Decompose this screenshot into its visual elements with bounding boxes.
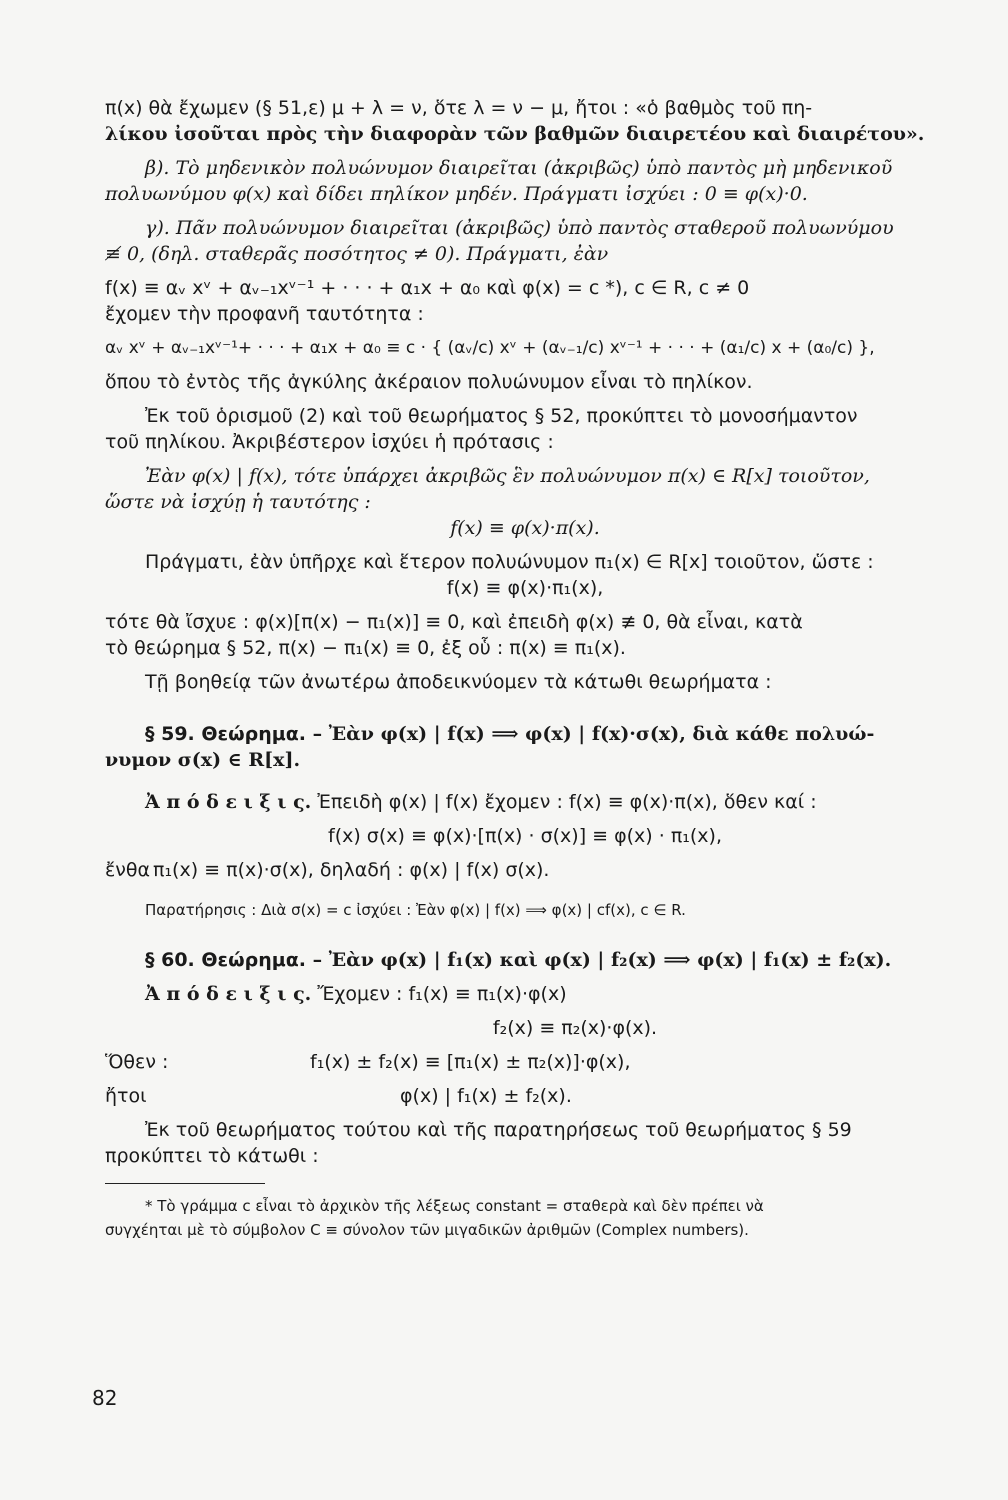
text-line: τότε θὰ ἴσχυε : φ(x)[π(x) − π₁(x)] ≡ 0, καὶ ἐπειδὴ φ(x) ≢ 0, θὰ εἶναι, κατὰ xyxy=(105,611,803,633)
theorem-59-heading xyxy=(105,721,945,747)
section-number: § 59. Θεώρημα. xyxy=(145,723,307,745)
text-line: Ἐκ τοῦ ὁρισμοῦ (2) καὶ τοῦ θεωρήματος § 52, προκύπτει τὸ μονοσήμαντον xyxy=(145,405,858,427)
proof-line xyxy=(105,1083,945,1109)
page-number: 82 xyxy=(92,1386,118,1410)
proof-text: Ἐπειδὴ φ(x) | f(x) ἔχομεν : f(x) ≡ φ(x)·π(x), ὅθεν καί : xyxy=(311,791,817,813)
text-line: β). Τὸ μηδενικὸν πολυώνυμον διαιρεῖται (ἀκριβῶς) ὑπὸ παντὸς μὴ μηδενικοῦ xyxy=(145,157,893,179)
proof-line xyxy=(105,981,945,1007)
theorem-60-heading xyxy=(105,947,945,973)
proof-label: ἤτοι xyxy=(105,1085,147,1107)
proof-text: Ἔχομεν : f₁(x) ≡ π₁(x)·φ(x) xyxy=(311,983,567,1005)
proposition: ὥστε νὰ ἰσχύῃ ἡ ταυτότης : xyxy=(105,491,371,513)
section-number: § 60. Θεώρημα. xyxy=(145,949,307,971)
footnote-rule xyxy=(105,1183,265,1184)
theorem-statement: – Ἐὰν φ(x) | f(x) ⟹ φ(x) | f(x)·σ(x), διὰ κάθε πολυώ- xyxy=(306,723,875,745)
text-line: λίκου ἰσοῦται πρὸς τὴν διαφορὰν τῶν βαθμῶν διαιρετέου καὶ διαιρέτου». xyxy=(105,123,925,145)
text-line: ἔχομεν τὴν προφανῆ ταυτότητα : xyxy=(105,303,424,325)
text-line: Ἐκ τοῦ θεωρήματος τούτου καὶ τῆς παρατηρήσεως τοῦ θεωρήματος § 59 xyxy=(145,1119,852,1141)
theorem-statement: νυμον σ(x) ∈ R[x]. xyxy=(105,749,301,771)
proof-label: ἔνθα xyxy=(105,859,151,881)
proof-line xyxy=(105,789,945,815)
proof-label: Ἀ π ό δ ε ι ξ ι ς. xyxy=(145,983,312,1005)
formula: f(x) σ(x) ≡ φ(x)·[π(x) · σ(x)] ≡ φ(x) · π₁(x), xyxy=(328,825,722,847)
formula: αᵥ xᵛ + αᵥ₋₁xᵛ⁻¹+ · · · + α₁x + α₀ ≡ c · { (αᵥ/c) xᵛ + (αᵥ₋₁/c) xᵛ⁻¹ + · · · + (α₁/c) x + (α₀/c) }, xyxy=(105,338,875,358)
remark: Παρατήρησις : Διὰ σ(x) = c ἰσχύει : Ἐὰν φ(x) | f(x) ⟹ φ(x) | cf(x), c ∈ R. xyxy=(145,901,686,919)
text-line: ≢ 0, (δηλ. σταθερᾶς ποσότητος ≠ 0). Πράγματι, ἐὰν xyxy=(105,243,609,265)
text-line: τοῦ πηλίκου. Ἀκριβέστερον ἰσχύει ἡ πρότασις : xyxy=(105,431,554,453)
page-body xyxy=(105,95,945,1242)
text-line: προκύπτει τὸ κάτωθι : xyxy=(105,1145,319,1167)
theorem-statement: – Ἐὰν φ(x) | f₁(x) καὶ φ(x) | f₂(x) ⟹ φ(x) | f₁(x) ± f₂(x). xyxy=(306,949,892,971)
text-line: τὸ θεώρημα § 52, π(x) − π₁(x) ≡ 0, ἐξ οὗ : π(x) ≡ π₁(x). xyxy=(105,637,626,659)
formula: π₁(x) ≡ π(x)·σ(x), δηλαδή : φ(x) | f(x) σ(x). xyxy=(153,859,550,881)
formula: f(x) ≡ φ(x)·π(x). xyxy=(450,517,600,539)
text-line: πολυωνύμου φ(x) καὶ δίδει πηλίκον μηδέν. Πράγματι ἰσχύει : 0 ≡ φ(x)·0. xyxy=(105,183,808,205)
text-line: ὅπου τὸ ἐντὸς τῆς ἀγκύλης ἀκέραιον πολυώνυμον εἶναι τὸ πηλίκον. xyxy=(105,371,753,393)
proof-line xyxy=(105,1049,945,1075)
footnote: * Τὸ γράμμα c εἶναι τὸ ἀρχικὸν τῆς λέξεως constant = σταθερὰ καὶ δὲν πρέπει νὰ xyxy=(145,1197,764,1215)
formula: φ(x) | f₁(x) ± f₂(x). xyxy=(400,1085,572,1107)
proof-label: Ἀ π ό δ ε ι ξ ι ς. xyxy=(145,791,312,813)
formula: f₁(x) ± f₂(x) ≡ [π₁(x) ± π₂(x)]·φ(x), xyxy=(310,1051,631,1073)
formula: f(x) ≡ αᵥ xᵛ + αᵥ₋₁xᵛ⁻¹ + · · · + α₁x + α₀ καὶ φ(x) = c *), c ∈ R, c ≠ 0 xyxy=(105,277,750,299)
proof-line xyxy=(105,857,945,883)
text-line: π(x) θὰ ἔχωμεν (§ 51,ε) μ + λ = ν, ὅτε λ = ν − μ, ἤτοι : «ὁ βαθμὸς τοῦ πη- xyxy=(105,97,813,119)
text-line: Τῇ βοηθείᾳ τῶν ἀνωτέρω ἀποδεικνύομεν τὰ κάτωθι θεωρήματα : xyxy=(145,671,772,693)
text-line: γ). Πᾶν πολυώνυμον διαιρεῖται (ἀκριβῶς) ὑπὸ παντὸς σταθεροῦ πολυωνύμου xyxy=(145,217,894,239)
proof-label: Ὅθεν : xyxy=(105,1051,169,1073)
text-line: Πράγματι, ἐὰν ὑπῆρχε καὶ ἕτερον πολυώνυμον π₁(x) ∈ R[x] τοιοῦτον, ὥστε : xyxy=(145,551,874,573)
footnote: συγχέηται μὲ τὸ σύμβολον C ≡ σύνολον τῶν μιγαδικῶν ἀριθμῶν (Complex numbers). xyxy=(105,1221,749,1239)
formula: f₂(x) ≡ π₂(x)·φ(x). xyxy=(492,1017,658,1039)
proposition: Ἐὰν φ(x) | f(x), τότε ὑπάρχει ἀκριβῶς ἓν πολυώνυμον π(x) ∈ R[x] τοιοῦτον, xyxy=(145,465,870,487)
formula: f(x) ≡ φ(x)·π₁(x), xyxy=(446,577,604,599)
